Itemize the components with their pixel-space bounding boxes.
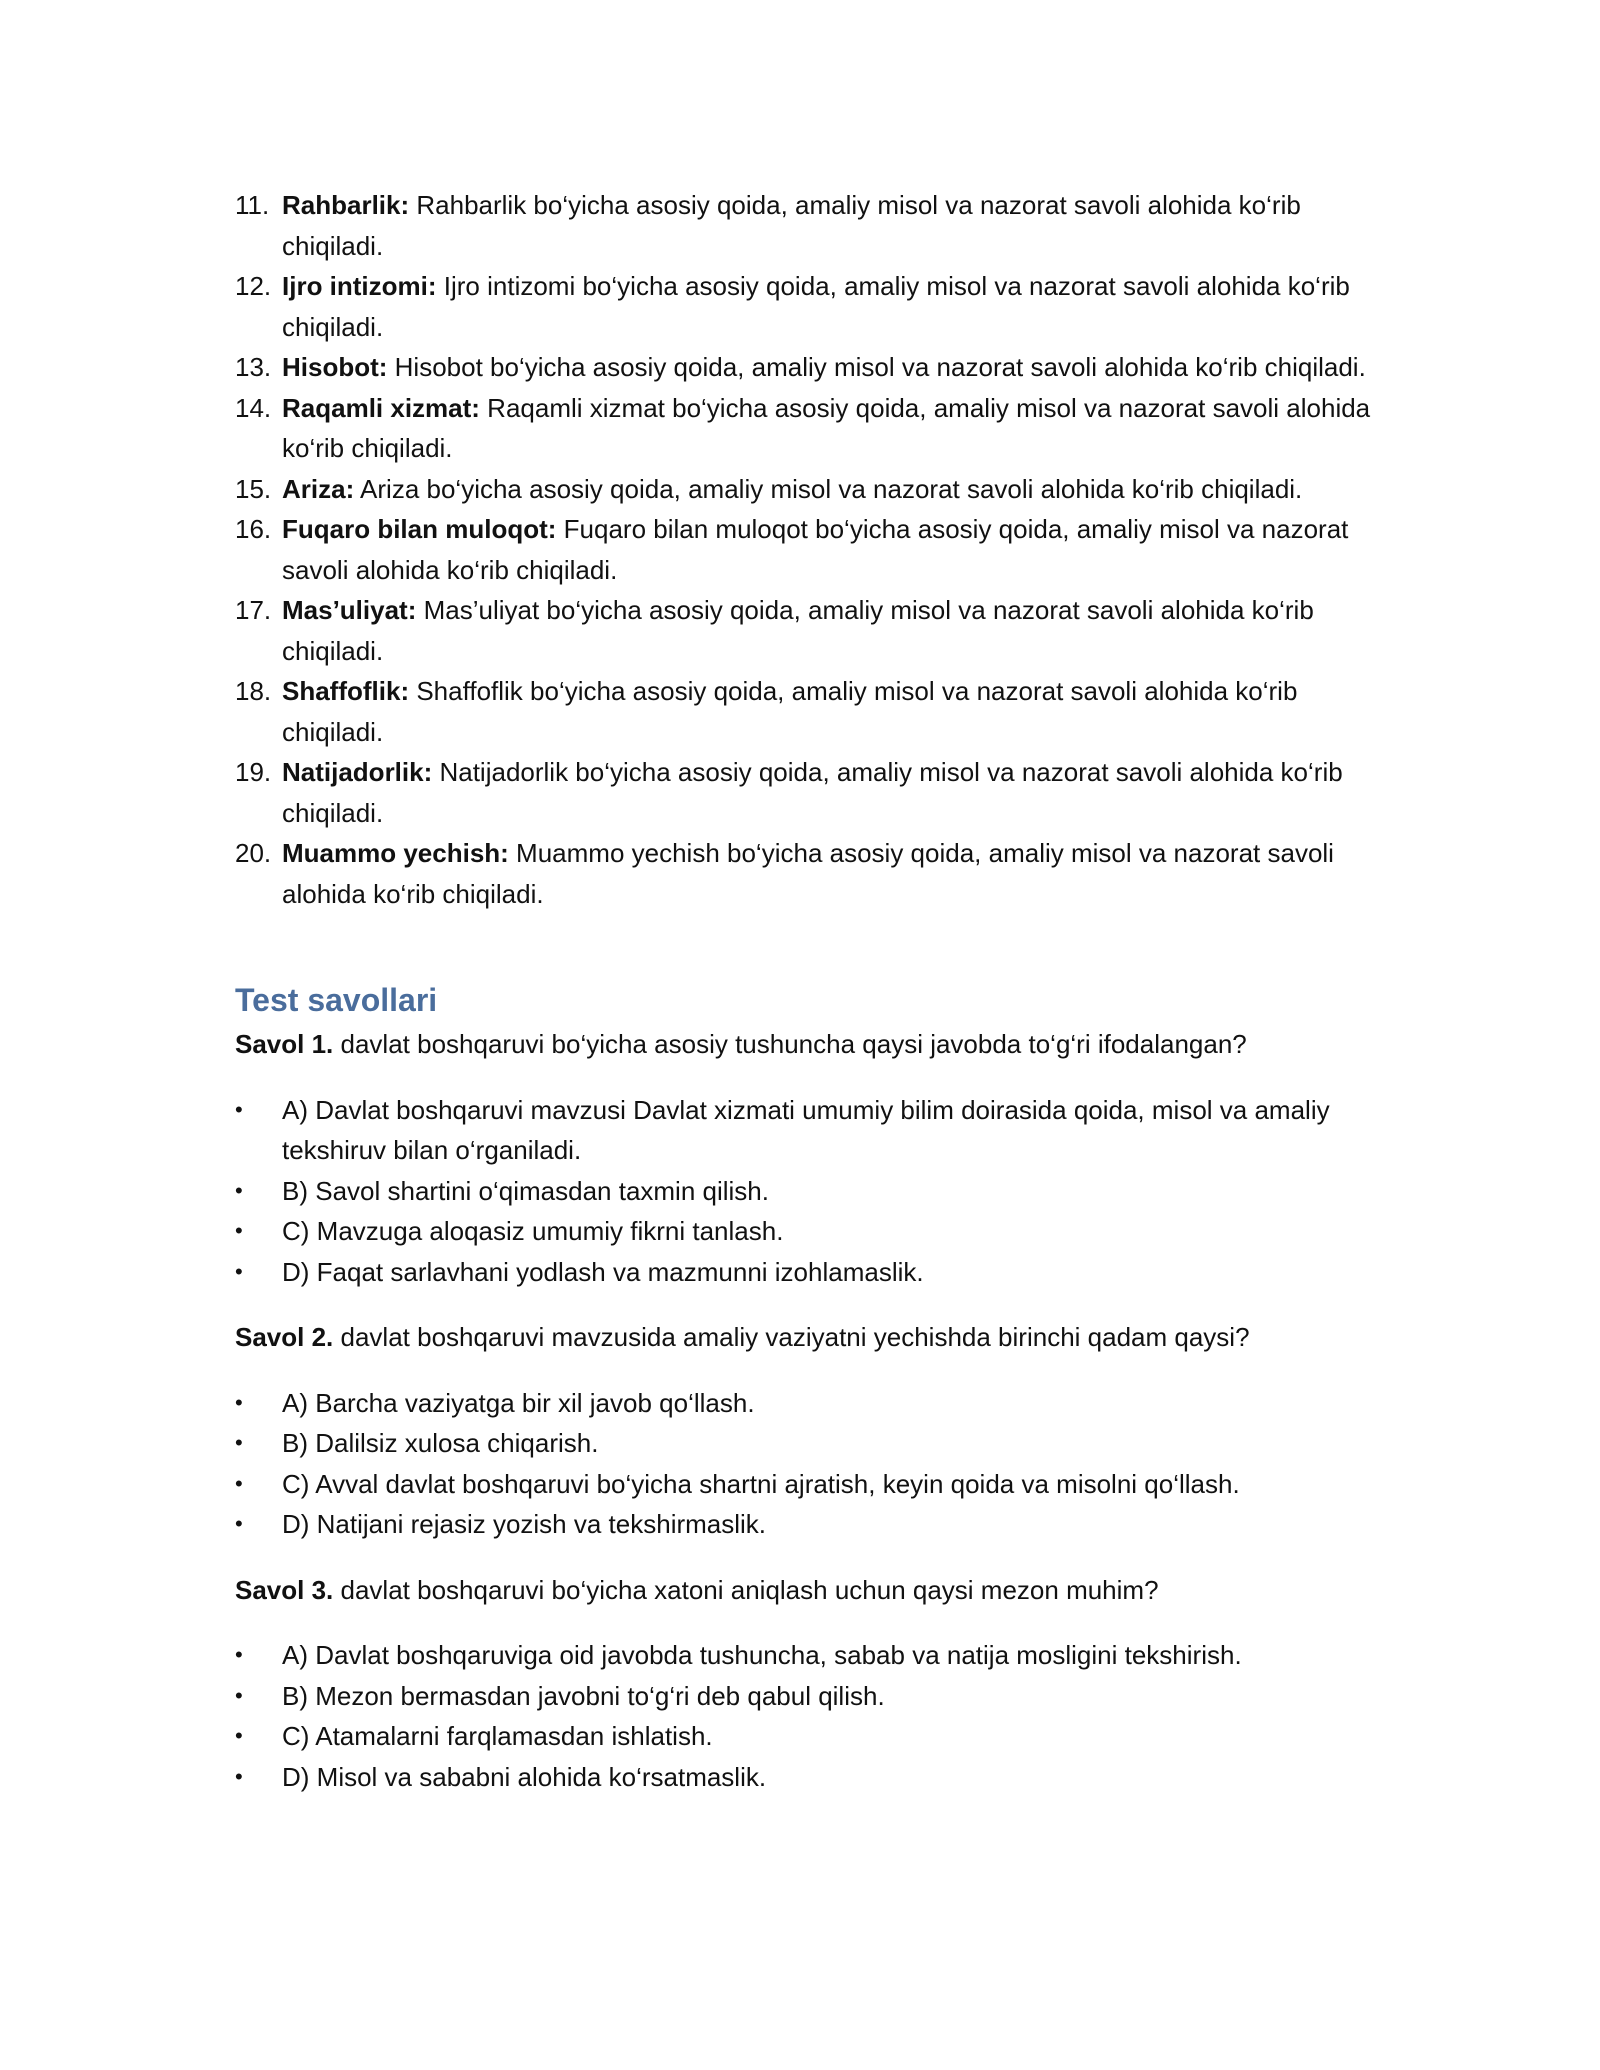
list-item	[235, 266, 1385, 347]
answer-option	[235, 1211, 1385, 1252]
list-item	[235, 590, 1385, 671]
list-item-number: 12.	[235, 271, 272, 301]
answer-option-text: B) Mezon bermasdan javobni to‘g‘ri deb qabul qilish.	[282, 1680, 885, 1711]
list-item	[235, 469, 1385, 510]
list-item-number: 13.	[235, 352, 272, 382]
list-item-term: Mas’uliyat:	[282, 595, 417, 625]
list-item-number: 18.	[235, 676, 272, 706]
answer-option	[235, 1716, 1385, 1757]
answer-option	[235, 1504, 1385, 1545]
question-label: Savol 2.	[235, 1322, 334, 1352]
answer-option-text: B) Dalilsiz xulosa chiqarish.	[282, 1428, 599, 1458]
section-heading: Test savollari	[235, 982, 438, 1018]
answer-option	[235, 1383, 1385, 1424]
answer-option-text: B) Savol shartini o‘qimasdan taxmin qilish.	[282, 1175, 769, 1206]
answer-option-text: C) Avval davlat boshqaruvi bo‘yicha shartni ajratish, keyin qoida va misolni qo‘llash.	[282, 1468, 1240, 1499]
list-item-number: 15.	[235, 473, 272, 504]
question-text: davlat boshqaruvi bo‘yicha asosiy tushuncha qaysi javobda to‘g‘ri ifodalangan?	[333, 1029, 1247, 1059]
list-item	[235, 185, 1385, 266]
bullet-icon: •	[235, 1218, 243, 1243]
list-item-text: Rahbarlik bo‘yicha asosiy qoida, amaliy misol va nazorat savoli alohida ko‘rib chiqiladi.	[282, 190, 1301, 261]
list-item	[235, 752, 1385, 833]
bullet-icon: •	[235, 1258, 243, 1284]
list-item-term: Ariza:	[282, 473, 355, 504]
list-item-number: 16.	[235, 514, 272, 544]
list-item-number: 19.	[235, 757, 272, 787]
list-item-text: Hisobot bo‘yicha asosiy qoida, amaliy misol va nazorat savoli alohida ko‘rib chiqiladi.	[387, 352, 1366, 382]
question-text: davlat boshqaruvi bo‘yicha xatoni aniqlash uchun qaysi mezon muhim?	[333, 1574, 1159, 1605]
list-item	[235, 833, 1385, 914]
answer-option-text: A) Davlat boshqaruvi mavzusi Davlat xizmati umumiy bilim doirasida qoida, misol va amaliy tekshiruv bilan o‘rganiladi.	[282, 1094, 1330, 1165]
list-item-text: Raqamli xizmat bo‘yicha asosiy qoida, amaliy misol va nazorat savoli alohida ko‘rib chiqiladi.	[282, 392, 1371, 463]
answer-option	[235, 1090, 1385, 1171]
list-item-term: Rahbarlik:	[282, 190, 410, 220]
answer-option	[235, 1635, 1385, 1676]
question-label: Savol 3.	[235, 1574, 334, 1605]
question-1	[235, 1024, 1385, 1065]
list-item-text: Shaffoflik bo‘yicha asosiy qoida, amaliy misol va nazorat savoli alohida ko‘rib chiqiladi.	[282, 676, 1298, 747]
answer-option-text: D) Faqat sarlavhani yodlash va mazmunni izohlamaslik.	[282, 1256, 924, 1287]
answer-option	[235, 1676, 1385, 1717]
answer-option-text: C) Mavzuga aloqasiz umumiy fikrni tanlash.	[282, 1216, 784, 1246]
list-item-term: Hisobot:	[282, 352, 388, 382]
question-text: davlat boshqaruvi mavzusida amaliy vaziyatni yechishda birinchi qadam qaysi?	[333, 1322, 1250, 1352]
list-item-term: Fuqaro bilan muloqot:	[282, 514, 557, 544]
answer-option-text: C) Atamalarni farqlamasdan ishlatish.	[282, 1721, 713, 1751]
question-3	[235, 1570, 1385, 1611]
bullet-icon: •	[235, 1389, 243, 1415]
list-item-number: 14.	[235, 392, 272, 423]
list-item-term: Natijadorlik:	[282, 757, 433, 787]
answer-option-text: A) Barcha vaziyatga bir xil javob qo‘llash.	[282, 1387, 755, 1418]
answer-option-text: A) Davlat boshqaruviga oid javobda tushuncha, sabab va natija mosligini tekshirish.	[282, 1640, 1242, 1670]
list-item-text: Ariza bo‘yicha asosiy qoida, amaliy misol va nazorat savoli alohida ko‘rib chiqiladi.	[354, 473, 1303, 504]
list-item-text: Natijadorlik bo‘yicha asosiy qoida, amaliy misol va nazorat savoli alohida ko‘rib chiqiladi.	[282, 757, 1343, 828]
bullet-icon: •	[235, 1470, 243, 1496]
question-2	[235, 1317, 1385, 1358]
list-item-term: Raqamli xizmat:	[282, 392, 480, 423]
bullet-icon: •	[235, 1763, 243, 1789]
list-item	[235, 671, 1385, 752]
question-3-options	[235, 1635, 1385, 1797]
answer-option	[235, 1252, 1385, 1293]
list-item-text: Ijro intizomi bo‘yicha asosiy qoida, amaliy misol va nazorat savoli alohida ko‘rib chiqiladi.	[282, 271, 1350, 342]
list-item-term: Shaffoflik:	[282, 676, 410, 706]
bullet-icon: •	[235, 1723, 243, 1748]
question-2-options	[235, 1383, 1385, 1545]
question-label: Savol 1.	[235, 1029, 334, 1059]
list-item-term: Ijro intizomi:	[282, 271, 437, 301]
list-item	[235, 347, 1385, 388]
bullet-icon: •	[235, 1177, 243, 1203]
bullet-icon: •	[235, 1511, 243, 1536]
bullet-icon: •	[235, 1430, 243, 1455]
bullet-icon: •	[235, 1642, 243, 1667]
page-content	[235, 185, 1385, 1797]
list-item-text: Muammo yechish bo‘yicha asosiy qoida, amaliy misol va nazorat savoli alohida ko‘rib chiqiladi.	[282, 838, 1334, 909]
list-item-number: 17.	[235, 595, 272, 625]
list-item-number: 11.	[235, 190, 270, 220]
list-item-term: Muammo yechish:	[282, 838, 509, 868]
list-item-text: Fuqaro bilan muloqot bo‘yicha asosiy qoida, amaliy misol va nazorat savoli alohida ko‘rib chiqiladi.	[282, 514, 1349, 585]
answer-option	[235, 1423, 1385, 1464]
numbered-list	[235, 185, 1385, 914]
answer-option	[235, 1757, 1385, 1798]
answer-option-text: D) Natijani rejasiz yozish va tekshirmaslik.	[282, 1509, 767, 1539]
question-1-options	[235, 1090, 1385, 1293]
list-item	[235, 388, 1385, 469]
answer-option-text: D) Misol va sababni alohida ko‘rsatmaslik.	[282, 1761, 767, 1792]
list-item	[235, 509, 1385, 590]
list-item-number: 20.	[235, 838, 272, 868]
answer-option	[235, 1171, 1385, 1212]
bullet-icon: •	[235, 1096, 243, 1122]
bullet-icon: •	[235, 1682, 243, 1708]
list-item-text: Mas’uliyat bo‘yicha asosiy qoida, amaliy misol va nazorat savoli alohida ko‘rib chiqiladi.	[282, 595, 1314, 666]
answer-option	[235, 1464, 1385, 1505]
